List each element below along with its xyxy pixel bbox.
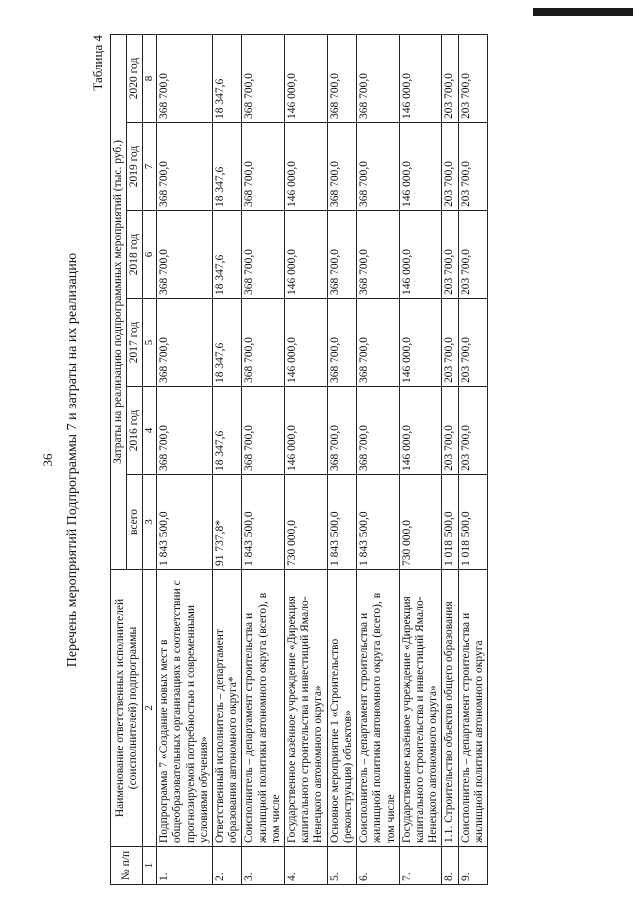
header-year: 2017 год [127,299,143,387]
row-2018: 368 700,0 [357,211,400,299]
row-number: 6. [357,847,400,885]
header-year: 2019 год [127,123,143,211]
row-total: 1 843 500,0 [327,475,356,570]
table-row [285,34,328,884]
rotated-page [40,35,600,885]
row-2016: 368 700,0 [357,387,400,475]
row-2020: 368 700,0 [357,34,400,122]
table-row [212,34,241,884]
row-name: Основное мероприятие 1 «Строительство (реконструкция) объектов» [327,570,356,847]
row-2017: 18 347,6 [212,299,241,387]
row-2018: 368 700,0 [157,211,213,299]
header-no: № п/п [111,847,143,885]
row-2017: 203 700,0 [442,299,458,387]
row-2020: 146 000,0 [285,34,328,122]
row-2019: 203 700,0 [442,123,458,211]
row-total: 730 000,0 [285,475,328,570]
row-2016: 368 700,0 [242,387,285,475]
row-name: Соисполнитель – департамент строительства и жилищной политики автономного округа (всего), в том числе [357,570,400,847]
column-index: 7 [143,123,157,211]
row-2018: 146 000,0 [285,211,328,299]
row-2019: 146 000,0 [399,123,442,211]
row-total: 1 843 500,0 [157,475,213,570]
row-2019: 368 700,0 [327,123,356,211]
scan-edge-mark [533,8,633,16]
column-index: 8 [143,34,157,122]
row-name: Соисполнитель – департамент строительства и жилищной политики автономного округа [458,570,487,847]
row-2017: 368 700,0 [242,299,285,387]
header-total: всего [127,475,143,570]
row-2018: 18 347,6 [212,211,241,299]
row-name: Ответственный исполнитель – департамент образования автономного округа* [212,570,241,847]
row-2018: 368 700,0 [242,211,285,299]
row-name: 1.1. Строительство объектов общего образования [442,570,458,847]
row-2016: 203 700,0 [458,387,487,475]
row-number: 1. [157,847,213,885]
row-2019: 203 700,0 [458,123,487,211]
costs-table [110,34,488,885]
row-2019: 368 700,0 [357,123,400,211]
row-2020: 368 700,0 [157,34,213,122]
row-name: Соисполнитель – департамент строительства и жилищной политики автономного округа (всего), в том числе [242,570,285,847]
column-index: 5 [143,299,157,387]
row-2016: 203 700,0 [442,387,458,475]
column-index: 2 [143,570,157,847]
table-row [242,34,285,884]
row-2018: 203 700,0 [442,211,458,299]
row-total: 730 000,0 [399,475,442,570]
table-row [327,34,356,884]
row-2017: 368 700,0 [327,299,356,387]
row-total: 1 018 500,0 [458,475,487,570]
row-number: 4. [285,847,328,885]
column-index: 6 [143,211,157,299]
row-number: 5. [327,847,356,885]
row-name: Государственное казённое учреждение «Дирекция капитального строительства и инвестиций Ямало-Ненецкого автономного округа» [399,570,442,847]
row-2017: 146 000,0 [399,299,442,387]
table-body [157,34,488,884]
row-2019: 146 000,0 [285,123,328,211]
row-2017: 368 700,0 [357,299,400,387]
row-2019: 18 347,6 [212,123,241,211]
row-total: 1 843 500,0 [357,475,400,570]
row-2020: 203 700,0 [442,34,458,122]
header-year: 2020 год [127,34,143,122]
column-index: 4 [143,387,157,475]
row-2020: 368 700,0 [327,34,356,122]
column-index-row [143,34,157,884]
row-2017: 146 000,0 [285,299,328,387]
table-label: Таблица 4 [90,35,105,91]
row-name: Государственное казённое учреждение «Дирекция капитального строительства и инвестиций Ямало-Ненецкого автономного округа» [285,570,328,847]
page-number: 36 [40,453,55,467]
row-name: Подпрограмма 7 «Создание новых мест в общеобразовательных организациях в соответствии с прогнозируемой потребностью и современными условиями обучения» [157,570,213,847]
row-2020: 18 347,6 [212,34,241,122]
row-number: 2. [212,847,241,885]
row-2016: 368 700,0 [157,387,213,475]
row-2020: 368 700,0 [242,34,285,122]
row-2018: 203 700,0 [458,211,487,299]
header-year: 2018 год [127,211,143,299]
table-row [442,34,458,884]
page-title: Перечень мероприятий Подпрограммы 7 и затраты на их реализацию [65,252,80,668]
row-2016: 146 000,0 [399,387,442,475]
table-row [157,34,213,884]
row-total: 1 018 500,0 [442,475,458,570]
row-total: 1 843 500,0 [242,475,285,570]
row-2020: 203 700,0 [458,34,487,122]
column-index: 1 [143,847,157,885]
row-2020: 146 000,0 [399,34,442,122]
column-index: 3 [143,475,157,570]
table-row [399,34,442,884]
row-2016: 146 000,0 [285,387,328,475]
row-2019: 368 700,0 [242,123,285,211]
row-number: 9. [458,847,487,885]
row-2019: 368 700,0 [157,123,213,211]
row-2016: 368 700,0 [327,387,356,475]
table-row [458,34,487,884]
row-2017: 203 700,0 [458,299,487,387]
header-year: 2016 год [127,387,143,475]
row-number: 8. [442,847,458,885]
row-2017: 368 700,0 [157,299,213,387]
row-2016: 18 347,6 [212,387,241,475]
row-number: 3. [242,847,285,885]
table-row [357,34,400,884]
row-number: 7. [399,847,442,885]
row-total: 91 737,8* [212,475,241,570]
row-2018: 368 700,0 [327,211,356,299]
header-costs: Затраты на реализацию подпрограммных мероприятий (тыс. руб.) [111,34,127,569]
row-2018: 146 000,0 [399,211,442,299]
header-name: Наименование ответственных исполнителей (соисполнителей) подпрограммы [111,570,143,847]
